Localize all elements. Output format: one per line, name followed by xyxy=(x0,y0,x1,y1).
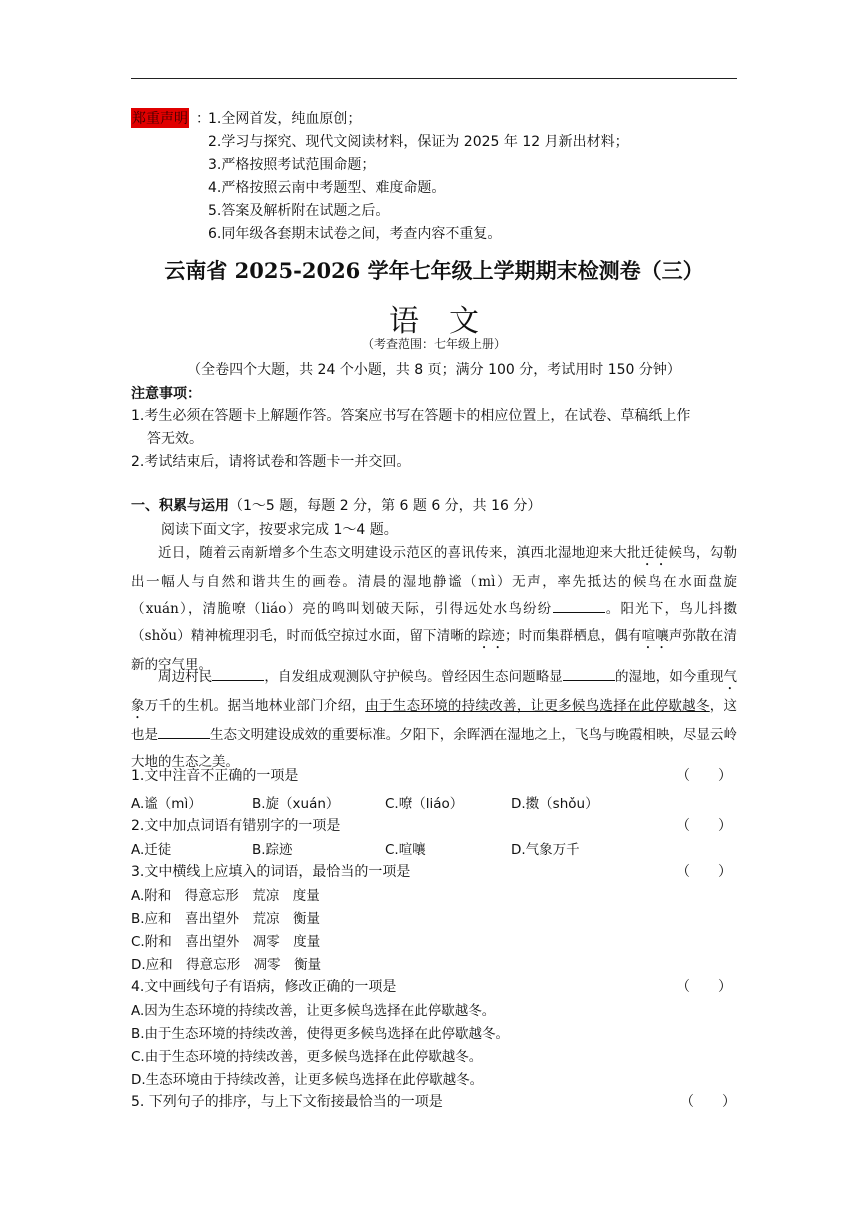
option: C.附和 喜出望外 凋零 度量 xyxy=(131,934,321,950)
dotted-word: 迁徒 xyxy=(640,545,669,561)
question-stem: 5. 下列句子的排序，与上下文衔接最恰当的一项是 xyxy=(131,1094,443,1110)
declaration-label: 郑重声明 xyxy=(131,108,189,128)
answer-paren: （ ） xyxy=(680,1094,736,1110)
passage-text: ，这也是 xyxy=(131,698,738,743)
answer-paren: （ ） xyxy=(676,768,732,784)
note-item: 答无效。 xyxy=(147,431,203,447)
note-item: 1.考生必须在答题卡上解题作答。答案应书写在答题卡的相应位置上，在试卷、草稿纸上作 xyxy=(131,408,691,424)
passage-text: ；时而集群栖息，偶有 xyxy=(505,628,642,644)
underlined-sentence: 由于生态环境的持续改善，让更多候鸟选择在此停歇越冬 xyxy=(365,698,710,714)
passage-paragraph xyxy=(131,540,737,679)
header-rule xyxy=(131,78,737,79)
declaration-item: 1.全网首发，纯血原创； xyxy=(208,111,362,127)
declaration-item: 3.严格按照考试范围命题； xyxy=(208,157,376,173)
option: D.应和 得意忘形 凋零 衡量 xyxy=(131,957,322,973)
option: A.迁徒 xyxy=(131,842,172,858)
fill-blank xyxy=(553,598,605,613)
exam-title: 云南省 2025-2026 学年七年级上学期期末检测卷（三） xyxy=(164,258,704,283)
reading-instruction: 阅读下面文字，按要求完成 1～4 题。 xyxy=(161,522,398,538)
fill-blank xyxy=(563,666,615,681)
option: A.谧（mì） xyxy=(131,796,202,812)
passage-text: 周边村民 xyxy=(158,669,213,685)
notes-heading: 注意事项： xyxy=(131,386,201,402)
exam-scope: （考查范围：七年级上册） xyxy=(361,337,506,351)
option: C.由于生态环境的持续改善，更多候鸟选择在此停歇越冬。 xyxy=(131,1049,483,1065)
passage-text: 候鸟，勾勒出一幅人与自然和谐共生的画卷。清晨的湿地静谧（mì）无声，率先抵达的候鸟在水面盘旋（xuán），清脆嘹（liáo）亮的鸣叫划破天际，引得远处水鸟纷纷 xyxy=(131,545,738,617)
option: C.嘹（liáo） xyxy=(385,796,464,812)
question-stem: 4.文中画线句子有语病，修改正确的一项是 xyxy=(131,979,397,995)
passage-text: 声弥散在清新的空气里。 xyxy=(131,628,737,673)
dotted-word: 踪迹 xyxy=(477,628,505,644)
option: D.气象万千 xyxy=(511,842,580,858)
fill-blank xyxy=(212,666,264,681)
passage-text: ，自发组成观测队守护候鸟。曾经因生态问题略显 xyxy=(264,669,563,685)
answer-paren: （ ） xyxy=(676,864,732,880)
option: B.由于生态环境的持续改善，使得更多候鸟选择在此停歇越冬。 xyxy=(131,1026,510,1042)
note-item: 2.考试结束后，请将试卷和答题卡一并交回。 xyxy=(131,454,411,470)
declaration-colon: ： xyxy=(196,111,210,127)
section-heading xyxy=(131,495,541,515)
declaration-item: 4.严格按照云南中考题型、难度命题。 xyxy=(208,180,446,196)
declaration-item: 2.学习与探究、现代文阅读材料，保证为 2025 年 12 月新出材料； xyxy=(208,134,629,150)
passage-text: 近日，随着云南新增多个生态文明建设示范区的喜讯传来，滇西北湿地迎来大批 xyxy=(158,545,641,561)
section-title: 一、积累与运用 xyxy=(131,498,229,514)
option: B.旋（xuán） xyxy=(252,796,340,812)
option: B.应和 喜出望外 荒凉 衡量 xyxy=(131,911,321,927)
option: B.踪迹 xyxy=(252,842,293,858)
passage-paragraph xyxy=(131,664,737,776)
option: C.喧嚷 xyxy=(385,842,426,858)
question-stem: 3.文中横线上应填入的词语，最恰当的一项是 xyxy=(131,864,411,880)
declaration-item: 5.答案及解析附在试题之后。 xyxy=(208,203,390,219)
passage-text: 的湿地，如今重现 xyxy=(614,669,724,685)
passage-text: 万千的生机。据当地林业部门介绍， xyxy=(144,698,366,714)
option: D.擞（shǒu） xyxy=(511,796,599,812)
answer-paren: （ ） xyxy=(676,818,732,834)
question-stem: 2.文中加点词语有错别字的一项是 xyxy=(131,818,341,834)
option: A.因为生态环境的持续改善，让更多候鸟选择在此停歇越冬。 xyxy=(131,1003,496,1019)
passage-text: 。阳光下，鸟儿抖擞（shǒu）精神梳理羽毛，时而低空掠过水面，留下清晰的 xyxy=(131,601,737,644)
passage-text: 生态文明建设成效的重要标准。夕阳下，余晖洒在湿地之上，飞鸟与晚霞相映，尽显云岭大地的生态之美。 xyxy=(131,727,738,770)
section-detail: （1～5 题，每题 2 分，第 6 题 6 分，共 16 分） xyxy=(229,498,542,514)
question-stem: 1.文中注音不正确的一项是 xyxy=(131,768,299,784)
option: A.附和 得意忘形 荒凉 度量 xyxy=(131,888,320,904)
declaration-item: 6.同年级各套期末试卷之间，考查内容不重复。 xyxy=(208,226,502,242)
answer-paren: （ ） xyxy=(676,979,732,995)
option: D.生态环境由于持续改善，让更多候鸟选择在此停歇越冬。 xyxy=(131,1072,484,1088)
dotted-word: 喧嚷 xyxy=(641,628,669,644)
dotted-word: 气象 xyxy=(131,669,738,714)
exam-subject: 语文 xyxy=(389,304,509,339)
exam-info: （全卷四个大题，共 24 个小题，共 8 页；满分 100 分，考试用时 150 分钟） xyxy=(187,362,681,378)
fill-blank xyxy=(158,724,210,739)
